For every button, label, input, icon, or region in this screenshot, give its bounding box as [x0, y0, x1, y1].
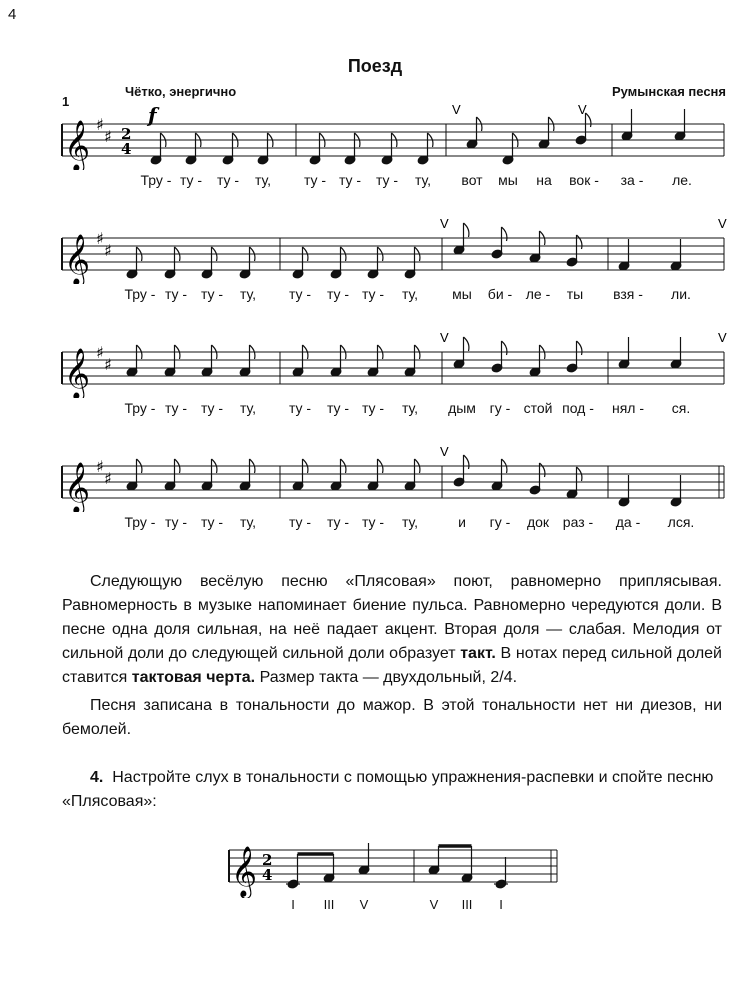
time-signature-bottom: 4 — [262, 866, 273, 884]
lyric-syllable: ту, — [401, 400, 419, 416]
lyric-syllable: и — [458, 514, 466, 530]
lyric-syllable: раз - — [562, 514, 594, 530]
degree-label: I — [291, 897, 295, 912]
degree-label: V — [429, 897, 439, 912]
degree-label: III — [461, 897, 473, 912]
staff-line-2 — [0, 214, 750, 284]
breath-mark: V — [452, 102, 461, 117]
lyric-syllable: под - — [562, 400, 594, 416]
lyric-syllable: взя - — [613, 286, 643, 302]
body-text — [62, 570, 722, 742]
lyric-syllable: Тру - — [124, 400, 156, 416]
system-number: 1 — [62, 94, 70, 109]
lyric-syllable: ту, — [239, 514, 257, 530]
staff-line-4 — [0, 442, 750, 512]
lyric-syllable: Тру - — [124, 514, 156, 530]
breath-mark: V — [440, 216, 449, 231]
task-number: 4. — [90, 769, 104, 786]
breath-mark: V — [578, 102, 587, 117]
page-number: 4 — [8, 6, 17, 23]
lyric-syllable: дым — [448, 400, 476, 416]
lyric-syllable: док — [526, 514, 550, 530]
lyric-syllable: ту, — [401, 514, 419, 530]
lyric-syllable: ту - — [361, 286, 385, 302]
degree-label: V — [359, 897, 369, 912]
lyric-syllable: нял - — [611, 400, 645, 416]
time-signature-top: 2 — [121, 125, 132, 143]
sharp-icon: ♯ — [96, 115, 104, 134]
lyric-syllable: ту - — [164, 514, 188, 530]
lyric-syllable: ту - — [326, 400, 350, 416]
lyric-syllable: ту, — [254, 172, 272, 188]
lyric-syllable: ту - — [288, 514, 312, 530]
song-title: Поезд — [347, 56, 403, 76]
breath-mark: V — [718, 330, 727, 345]
task-4 — [62, 766, 722, 814]
lyric-syllable: ле. — [672, 172, 692, 188]
lyric-syllable: мы — [452, 286, 472, 302]
lyric-syllable: ту - — [361, 400, 385, 416]
degree-label: I — [499, 897, 503, 912]
tempo-marking: Чётко, энергично — [125, 84, 237, 99]
lyric-syllable: ту - — [288, 286, 312, 302]
lyric-syllable: ту, — [239, 400, 257, 416]
lyric-syllable: гу - — [489, 400, 511, 416]
sharp-icon: ♯ — [96, 343, 104, 362]
lyrics-line-3 — [0, 400, 750, 424]
lyric-syllable: ту - — [326, 514, 350, 530]
lyric-syllable: ту - — [288, 400, 312, 416]
time-signature-bottom: 4 — [121, 140, 132, 158]
paragraph-1 — [62, 570, 722, 690]
breath-mark: V — [440, 444, 449, 459]
lyric-syllable: ле - — [525, 286, 551, 302]
lyric-syllable: ту - — [200, 286, 224, 302]
treble-clef-icon: 𝄞 — [64, 462, 91, 512]
lyric-syllable: вот — [461, 172, 483, 188]
breath-mark: V — [718, 216, 727, 231]
lyric-syllable: на — [536, 172, 552, 188]
lyric-syllable: ту - — [338, 172, 362, 188]
lyric-syllable: ту - — [179, 172, 203, 188]
paragraph-2: Песня записана в тональности до мажор. В этой тональности нет ни диезов, ни бемолей. — [62, 697, 722, 738]
lyric-syllable: да - — [615, 514, 641, 530]
lyric-syllable: ту - — [200, 514, 224, 530]
treble-clef-icon: 𝄞 — [231, 846, 258, 897]
lyric-syllable: ту - — [200, 400, 224, 416]
lyric-syllable: ли. — [671, 286, 691, 302]
lyric-syllable: лся. — [667, 514, 695, 530]
term-barline: тактовая черта. — [131, 669, 256, 686]
lyric-syllable: ту - — [303, 172, 327, 188]
treble-clef-icon: 𝄞 — [64, 120, 91, 170]
lyric-syllable: ту, — [414, 172, 432, 188]
lyric-syllable: Тру - — [140, 172, 172, 188]
lyric-syllable: ту - — [361, 514, 385, 530]
paragraph-text: Размер такта — двухдольный, 2/4. — [255, 669, 518, 686]
lyrics-line-1 — [0, 172, 750, 196]
sharp-icon: ♯ — [104, 469, 112, 488]
breath-mark: V — [440, 330, 449, 345]
lyric-syllable: ту, — [401, 286, 419, 302]
lyric-syllable: ту - — [216, 172, 240, 188]
lyric-syllable: ту - — [164, 400, 188, 416]
dynamic-forte: f — [148, 103, 157, 127]
sharp-icon: ♯ — [96, 457, 104, 476]
sharp-icon: ♯ — [96, 229, 104, 248]
lyric-syllable: мы — [498, 172, 518, 188]
lyric-syllable: ту - — [164, 286, 188, 302]
staff-line-3 — [0, 328, 750, 398]
paragraph-text: В нотах перед сильной долей ставится — [62, 645, 722, 686]
lyric-syllable: Тру - — [124, 286, 156, 302]
song-origin: Румынская песня — [611, 84, 726, 99]
staff-line-1 — [0, 100, 750, 170]
sharp-icon: ♯ — [104, 355, 112, 374]
time-signature-top: 2 — [262, 851, 273, 869]
lyric-syllable: стой — [523, 400, 553, 416]
degree-label: III — [323, 897, 335, 912]
sharp-icon: ♯ — [104, 241, 112, 260]
lyric-syllable: ту, — [239, 286, 257, 302]
lyric-syllable: ту - — [375, 172, 399, 188]
lyric-syllable: ту - — [326, 286, 350, 302]
treble-clef-icon: 𝄞 — [64, 348, 91, 398]
lyric-syllable: за - — [620, 172, 644, 188]
term-takt: такт. — [460, 645, 496, 662]
lyrics-line-2 — [0, 286, 750, 310]
task-text: Настройте слух в тональности с помощью упражнения-распевки и спойте песню «Плясовая»: — [62, 769, 714, 810]
lyric-syllable: би - — [487, 286, 513, 302]
lyric-syllable: ты — [566, 286, 584, 302]
lyrics-line-4 — [0, 514, 750, 538]
lyric-syllable: вок - — [569, 172, 599, 188]
exercise-staff — [0, 838, 750, 898]
paragraph-text: Следующую весёлую песню «Плясовая» поют, равномерно приплясывая. Равномерность в музыке напоминает биение пульса. Равномерно чередуются доли. В песне одна доля сильная, на неё падает акцент. Вторая доля — слабая. Мелодия от сильной доли до следующей сильной доли образует — [62, 573, 722, 662]
lyric-syllable: ся. — [671, 400, 691, 416]
treble-clef-icon: 𝄞 — [64, 234, 91, 284]
sharp-icon: ♯ — [104, 127, 112, 146]
lyric-syllable: гу - — [489, 514, 511, 530]
